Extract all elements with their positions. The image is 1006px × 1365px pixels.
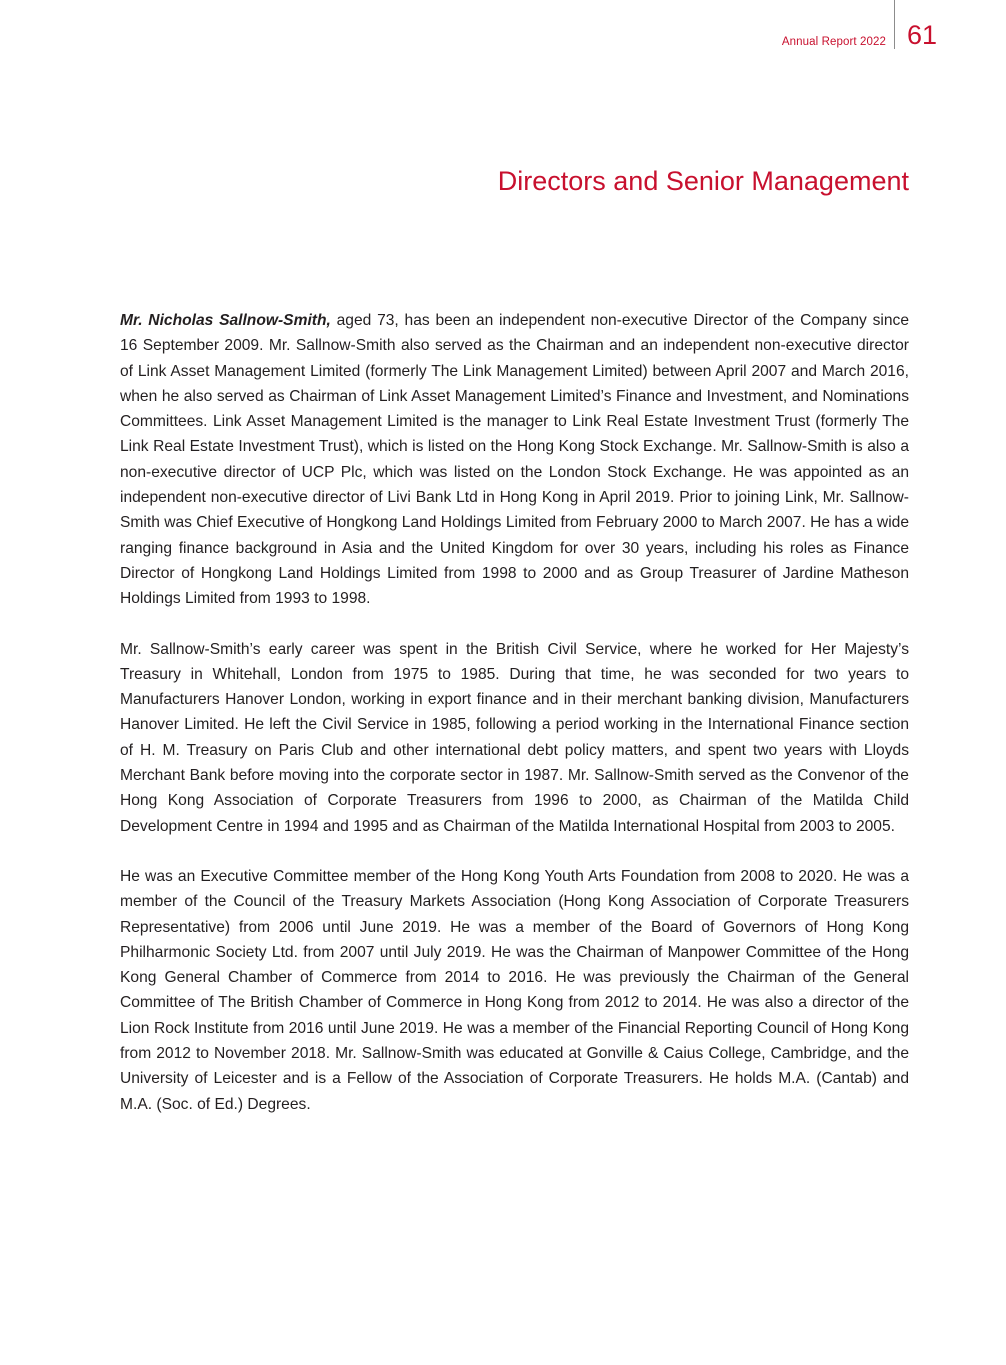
- bio-paragraph-1: [120, 308, 909, 612]
- report-label: Annual Report 2022: [781, 36, 886, 48]
- page-number: 61: [907, 20, 938, 50]
- bio-paragraph-2: Mr. Sallnow-Smith’s early career was spent in the British Civil Service, where he worked for Her Majesty’s Treasury in Whitehall, London from 1975 to 1985. During that time, he was seconded for two years to Manufacturers Hanover London, working in export finance and in their merchant banking division, Manufacturers Hanover Limited. He left the Civil Service in 1985, following a period working in the International Finance section of H. M. Treasury on Paris Club and other international debt policy matters, and spent two years with Lloyds Merchant Bank before moving into the corporate sector in 1987. Mr. Sallnow-Smith served as the Convenor of the Hong Kong Association of Corporate Treasurers from 1996 to 2000, as Chairman of the Matilda Child Development Centre in 1994 and 1995 and as Chairman of the Matilda International Hospital from 2003 to 2005.: [120, 640, 909, 835]
- page-header: [0, 0, 1006, 60]
- page-title: Directors and Senior Management: [497, 166, 909, 196]
- bio-paragraph-3: He was an Executive Committee member of the Hong Kong Youth Arts Foundation from 2008 to 2020. He was a member of the Council of the Treasury Markets Association (Hong Kong Association of Corporate Treasurers Representative) from 2006 until June 2019. He was a member of the Board of Governors of Hong Kong Philharmonic Society Ltd. from 2007 until July 2019. He was the Chairman of Manpower Committee of the Hong Kong General Chamber of Commerce from 2014 to 2016. He was previously the Chairman of the General Committee of The British Chamber of Commerce in Hong Kong from 2012 to 2014. He was also a director of the Lion Rock Institute from 2016 until June 2019. He was a member of the Financial Reporting Council of Hong Kong from 2012 to November 2018. Mr. Sallnow-Smith was educated at Gonville & Caius College, Cambridge, and the University of Leicester and is a Fellow of the Association of Corporate Treasurers. He holds M.A. (Cantab) and M.A. (Soc. of Ed.) Degrees.: [120, 867, 909, 1113]
- header-divider: [894, 0, 895, 49]
- bio-content: [120, 308, 909, 1142]
- director-name: Mr. Nicholas Sallnow-Smith,: [120, 312, 331, 329]
- bio-paragraph-1-text: aged 73, has been an independent non-executive Director of the Company since 16 September 2009. Mr. Sallnow-Smith also served as the Chairman and an independent non-executive director of Link Asset Management Limited (formerly The Link Management Limited) between April 2007 and March 2016, when he also served as Chairman of Link Asset Management Limited’s Finance and Investment, and Nominations Committees. Link Asset Management Limited is the manager to Link Real Estate Investment Trust (formerly The Link Real Estate Investment Trust), which is listed on the Hong Kong Stock Exchange. Mr. Sallnow-Smith is also a non-executive director of UCP Plc, which was listed on the London Stock Exchange. He was appointed as an independent non-executive director of Livi Bank Ltd in Hong Kong in April 2019. Prior to joining Link, Mr. Sallnow-Smith was Chief Executive of Hongkong Land Holdings Limited from February 2000 to March 2007. He has a wide ranging finance background in Asia and the United Kingdom for over 30 years, including his roles as Finance Director of Hongkong Land Holdings Limited from 1998 to 2000 and as Group Treasurer of Jardine Matheson Holdings Limited from 1993 to 1998.: [120, 312, 910, 608]
